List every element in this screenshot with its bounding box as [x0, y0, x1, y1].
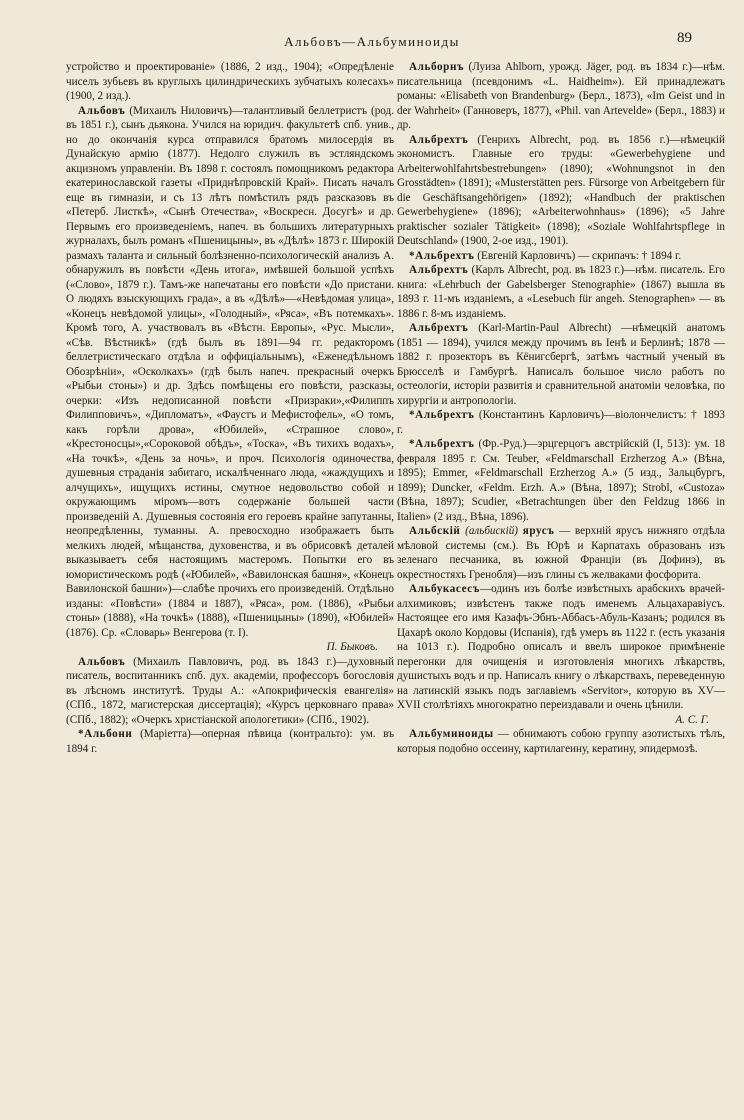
entry-signature: П. Быковъ. [326, 641, 378, 653]
entry-headword: Альбовъ [78, 655, 126, 668]
entry-headword: *Альбони [78, 728, 133, 740]
running-head: Альбовъ—Альбуминоиды [284, 34, 460, 49]
entry-albrecht-konstantin [397, 408, 725, 437]
entry-headword-second: ярусъ [522, 525, 555, 537]
left-column [66, 60, 394, 756]
entry-albrecht-evgeny [397, 249, 725, 264]
entry-headword: Альбрехтъ [409, 264, 469, 276]
entry-text: устройство и проектированіе» (1886, 2 изд., 1904); «Опредѣленіе чиселъ зубьевъ въ круглыхъ цилиндрическихъ зубчатыхъ колесахъ» (1900, 2 изд.). [66, 61, 394, 102]
entry-continuation [66, 60, 394, 104]
entry-albov-mikhail-pavlovich [66, 655, 394, 728]
entry-text: (Луиза Ahlborn, урожд. Jäger, род. въ 1834 г.)—нѣм. писательница (псевдонимъ «L. Haidheim»). Ей принадлежатъ романы: «Elisabeth von Brandenburg» (Берл., 1873), «Im Geist und in der Wahrheit» (Ганноверъ, 1877), «Phil. van Artevelde» (Берл., 1883) и др. [397, 61, 725, 131]
entry-text: — обнимаютъ собою группу азотистыхъ тѣлъ, которыя подобно оссеину, картилагеину, кератину, эпидермозѣ. [397, 728, 725, 755]
entry-alborn [397, 60, 725, 133]
entry-headword: Альбрехтъ [409, 322, 469, 334]
entry-alboni [66, 727, 394, 756]
entry-text: (Генрихъ Albrecht, род. въ 1856 г.)—нѣмецкій экономистъ. Главные его труды: «Gewerbehygiene und Arbeiterwohlfahrtsbestrebungen» (1890); «Wohnungsnot in den Grosstädten» (1891); «Musterstätten pers. Fürsorge von Arbeitgebern für die Geschäftsangehörigen» (1892); «Handbuch der praktischen Gewerbehygiene» (1896); «Arbeiterwohnhaus» (1896); «5 Jahre praktischer sozialer Tätigkeit» (1898); «Soziale Wohlfahrtspflege in Deutschland» (1900, 2-ое изд., 1901). [397, 133, 725, 247]
page-number: 89 [677, 30, 692, 46]
entry-text: — верхній ярусъ нижняго отдѣла мѣловой системы (см.). Въ Юрѣ и Карпатахъ образованъ изъ зеленаго песчаника, въ южной Франціи (въ Дофинэ), въ окрестностяхъ Гренобля)—изъ глины съ желваками фосфорита. [397, 525, 725, 581]
entry-headword: *Альбрехтъ [409, 409, 475, 421]
entry-text: (Евгеній Карловичъ) — скрипачъ: † 1894 г. [474, 249, 682, 262]
entry-text: (Karl-Martin-Paul Albrecht) —нѣмецкій анатомъ (1851 — 1894), учился между прочимъ въ Іенѣ и Берлинѣ; 1878 — 1882 г. прозекторъ въ Кёнигсбергѣ, затѣмъ частный ученый въ Брюсселѣ и Гамбургѣ. Написалъ большое число работъ по остеологіи, исторіи развитія и сравнительной анатоміи человѣка, по хирургіи и антропологіи. [397, 322, 725, 407]
entry-albrecht-karl-martin-paul [397, 321, 725, 408]
entry-headword: *Альбрехтъ [409, 249, 475, 262]
right-column [397, 60, 725, 756]
entry-headword: *Альбрехтъ [409, 438, 475, 450]
entry-headword: Альбуминоиды [409, 728, 494, 740]
entry-albov-mikhail-nilovich [66, 104, 394, 655]
entry-text: (Карлъ Albrecht, род. въ 1823 г.)—нѣм. писатель. Его книга: «Lehrbuch der Gabelsberger Stenographie» (1867) вышла въ 1893 г. 11-мъ изданіемъ, а «Lesebuch für angeh. Stenographen» — въ 1886 г. 8-мъ изданіемъ. [397, 264, 725, 320]
entry-text: (Фр.-Руд.)—эрцгерцогъ австрійскій (I, 513): ум. 18 февраля 1895 г. См. Teuber, «Feldmarschall Erzherzog A.» (Вѣна, 1895); Emmer, «Feldmarschall Erzherzog A.» (5 изд., Зальцбургъ, 1899); Duncker, «Feldm. Erzh. A.» (Вѣна, 1897); Strobl, «Custoza» (Вѣна, 1897); Scudier, «Betrachtungen über den Feldzug 1866 in Italien» (2 изд., Вѣна, 1896). [397, 438, 725, 523]
entry-headword-variant: (альбискій) [465, 525, 519, 537]
entry-text: —одинъ изъ болѣе извѣстныхъ арабскихъ врачей-алхимиковъ; извѣстенъ также подъ именемъ Альцахаравіусъ. Настоящее его имя Казафъ-Эбнъ-Аббасъ-Абуль-Казанъ; родился въ Цахарѣ около Кордовы (Испанія), гдѣ умеръ въ 1122 г. (есть указанія на 1013 г.). Подробно описалъ и ввелъ широкое примѣненіе перегонки для очищенія и изготовленія многихъ лѣкарствъ, душистыхъ водъ и пр. Написалъ книгу о лѣкарствахъ, переведенную на латинскій языкъ подъ заглавіемъ «Servitor», которую въ XV—XVII столѣтіяхъ многократно переиздавали и очень цѣнили. [397, 583, 725, 711]
entry-headword: Альбовъ [78, 104, 126, 117]
entry-headword: Альбскій [409, 525, 461, 537]
entry-text: (Маріетта)—оперная пѣвица (контральто): ум. въ 1894 г. [66, 728, 394, 755]
entry-headword: Альбукасесъ [409, 583, 480, 595]
entry-text: (Константинъ Карловичъ)—віолончелистъ: † 1893 г. [397, 409, 725, 436]
entry-albrecht-archduke [397, 437, 725, 524]
entry-text: (Михаилъ Павловичъ, род. въ 1843 г.)—духовный писатель, воспитанникъ спб. дух. академіи, профессоръ богословія въ лѣсномъ институтѣ. Труды А.: «Апокрифическія евангелія» (СПб., 1872, магистерская диссертація); «Курсъ церковнаго права» (СПб., 1882); «Очеркъ христіанской апологетики» (СПб., 1902). [66, 655, 394, 726]
entry-headword: Альборнъ [409, 61, 465, 73]
entry-albuminoidy [397, 727, 725, 756]
entry-albukases [397, 582, 725, 727]
entry-albsky-yarus [397, 524, 725, 582]
entry-headword: Альбрехтъ [409, 133, 469, 146]
entry-albrecht-karl [397, 263, 725, 321]
entry-text: (Михаилъ Ниловичъ)—талантливый беллетристъ (род. въ 1851 г.), сынъ дьякона. Учился на юридич. факультетѣ спб. унив., но до окончанія курса отправился братомъ милосердія въ Дунайскую армію (1877). Недолго служилъ въ эстляндскомъ акцизномъ управленіи. Въ 1898 г. состоялъ помощникомъ редактора екатеринославской газеты «Приднѣпровскій Край». Писать началъ еще въ гимназіи, и съ 13 лѣтъ помѣстилъ рядъ разсказовъ въ «Петерб. Листкѣ», «Сынѣ Отечества», «Воскресн. Досугѣ» и др. Первымъ его произведеніемъ, напеч. въ большихъ литературныхъ журналахъ, былъ романъ «Пшеницыны», въ «Дѣлѣ» 1873 г. Широкій размахъ таланта и сильный болѣзненно-психологическій анализъ А. обнаружилъ въ повѣсти «День итога», имѣвшей большой успѣхъ («Слово», 1879 г.). Тамъ-же напечатаны его повѣсти «До пристани. О людяхъ взыскующихъ града», а въ «Дѣлѣ»—«Невѣдомая улица», «Конецъ невѣдомой улицы», «Голодный», «Ряса», «Въ потемкахъ». Кромѣ того, А. участвовалъ въ «Вѣстн. Европы», «Рус. Мысли», «Сѣв. Вѣстникѣ» (гдѣ былъ въ 1891—94 гг. редакторомъ беллетристическаго отдѣла и оффиціальнымъ), «Еженедѣльномъ Обозрѣніи», «Осколкахъ» (гдѣ былъ напеч. прекрасный очеркъ «Рыбьи стоны») и др. Здѣсь помѣщены его повѣсти, разсказы, очерки: «Изъ недописанной повѣсти «Призраки»,«Филиппъ Филипповичъ», «Дипломатъ», «Фаустъ и Мефистофель», «О томъ, какъ горѣли дрова», «Юбилей», «Страшное слово», «Крестоносцы»,«Сороковой обѣдъ», «Тоска», «Въ тихихъ водахъ», «На точкѣ», «День за ночь», и проч. Психологія одиночества, душевныя страданія забитаго, искалѣченнаго люда, «жаждущихъ и алчущихъ», ищущихъ истины, смутное недовольство собой и окружающимъ міромъ—вотъ содержаніе большей части произведеній А. Душевныя состоянія его героевъ крайне запутанны, неопредѣленны, туманны. А. превосходно изображаетъ быть мелкихъ людей, мѣщанства, духовенства, и въ обрисовкѣ деталей выказываетъ себя настоящимъ мастеромъ. Попытки его въ юмористическомъ родѣ («Юбилей», «Вавилонская башня», «Конецъ Вавилонской башни»)—слабѣе прочихъ его произведеній. Отдѣльно изданы: «Повѣсти» (1884 и 1887), «Ряса», ром. (1886), «Рыбьи стоны» (1888), «На точкѣ» (1888), «Пшеницыны» (1890), «Юбилей» (1876). Ср. «Словарь» Венгерова (т. I). [66, 104, 395, 639]
entry-albrecht-heinrich [397, 133, 725, 249]
entry-signature: А. С. Г. [675, 713, 709, 726]
